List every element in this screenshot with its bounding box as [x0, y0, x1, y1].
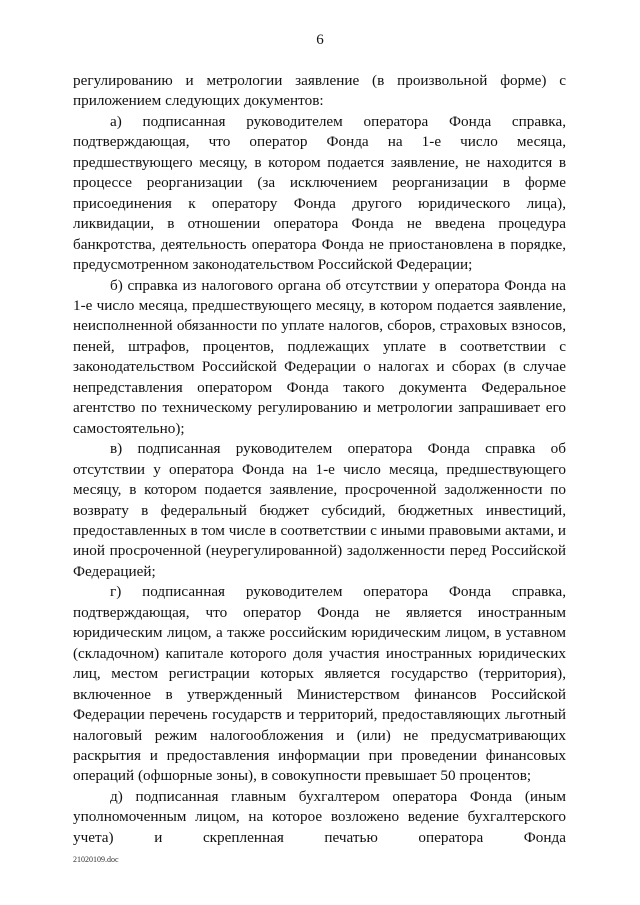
- paragraph-item-g: г) подписанная руководителем оператора Фонда справка, подтверждающая, что оператор Фонда не является иностранным юридическим лицом, а также российским юридическим лицом, в уставном (складочном) капитале которого доля участия иностранных юридических лиц, местом регистрации которых является государство (территория), включенное в утвержденный Министерством финансов Российской Федерации перечень государств и территорий, предоставляющих льготный налоговый режим налогообложения и (или) не предусматривающих раскрытия и предоставления информации при проведении финансовых операций (офшорные зоны), в совокупности превышает 50 процентов;: [73, 583, 566, 785]
- document-body: [73, 71, 566, 848]
- footer-file-code: 21020109.doc: [73, 855, 119, 864]
- page-number: 6: [316, 32, 324, 48]
- paragraph-item-a: а) подписанная руководителем оператора Фонда справка, подтверждающая, что оператор Фонда на 1-е число месяца, предшествующего месяцу, в котором подается заявление, не находится в процессе реорганизации (за исключением реорганизации в форме присоединения к оператору Фонда другого юридического лица), ликвидации, в отношении оператора Фонда не введена процедура банкротства, деятельность оператора Фонда не приостановлена в порядке, предусмотренном законодательством Российской Федерации;: [73, 112, 566, 274]
- paragraph-item-b: б) справка из налогового органа об отсутствии у оператора Фонда на 1-е число месяца, предшествующего месяцу, в котором подается заявление, неисполненной обязанности по уплате налогов, сборов, страховых взносов, пеней, штрафов, процентов, подлежащих уплате в соответствии с законодательством Российской Федерации о налогах и сборах (в случае непредставления оператором Фонда такого документа Федеральное агентство по техническому регулированию и метрологии запрашивает его самостоятельно);: [73, 276, 566, 437]
- paragraph-item-v: в) подписанная руководителем оператора Фонда справка об отсутствии у оператора Фонда на 1-е число месяца, предшествующего месяцу, в котором подается заявление, просроченной задолженности по возврату в федеральный бюджет субсидий, бюджетных инвестиций, предоставленных в том числе в соответствии с иными правовыми актами, и иной просроченной (неурегулированной) задолженности перед Российской Федерацией;: [73, 440, 566, 580]
- paragraph-item-d: д) подписанная главным бухгалтером оператора Фонда (иным уполномоченным лицом, на которое возложено ведение бухгалтерского учета) и скрепленная печатью оператора Фонда: [73, 787, 566, 846]
- paragraph-continuation: регулированию и метрологии заявление (в произвольной форме) с приложением следующих документов:: [73, 72, 566, 110]
